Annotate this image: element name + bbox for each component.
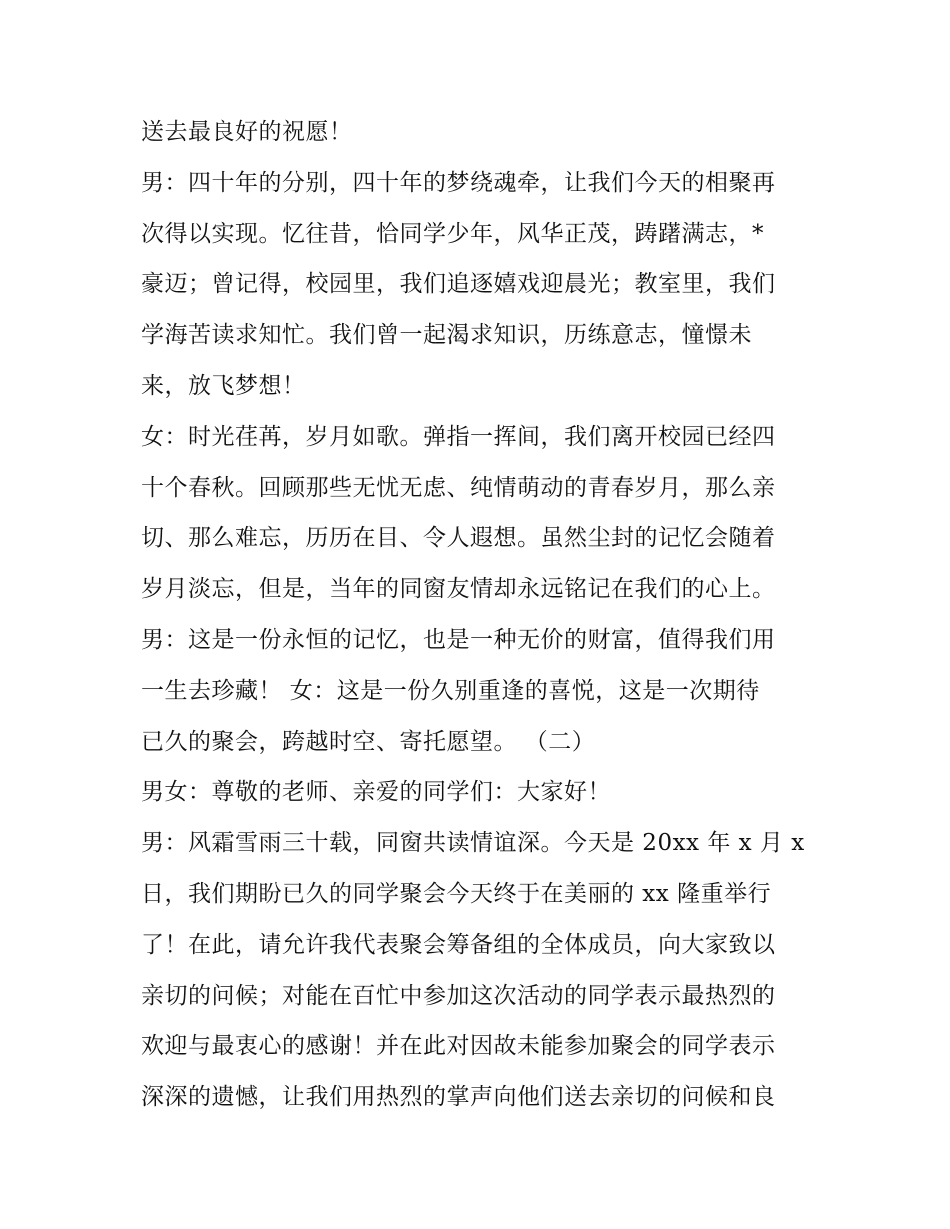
- text-line: 送去最良好的祝愿！: [141, 119, 353, 145]
- text-line: 亲切的问候；对能在百忙中参加这次活动的同学表示最热烈的: [141, 982, 776, 1009]
- text-line: 男女：尊敬的老师、亲爱的同学们：大家好！: [141, 779, 611, 806]
- text-line: 已久的聚会，跨越时空、寄托愿望。 （二）: [141, 728, 596, 755]
- text-line: 切、那么难忘，历历在目、令人遐想。虽然尘封的记忆会随着: [141, 525, 776, 552]
- text-line: 一生去珍藏！ 女：这是一份久别重逢的喜悦，这是一次期待: [141, 677, 760, 704]
- text-line: 男：四十年的分别，四十年的梦绕魂牵，让我们今天的相聚再: [141, 169, 776, 196]
- text-line: 十个春秋。回顾那些无忧无虑、纯情萌动的青春岁月，那么亲: [141, 474, 776, 501]
- text-line: 豪迈；曾记得，校园里，我们追逐嬉戏迎晨光；教室里，我们: [141, 271, 776, 298]
- text-line: 男：风霜雪雨三十载，同窗共读情谊深。今天是 20xx 年 x 月 x: [141, 830, 805, 857]
- text-line: 深深的遗憾，让我们用热烈的掌声向他们送去亲切的问候和良: [141, 1084, 776, 1111]
- text-line: 男：这是一份永恒的记忆，也是一种无价的财富，值得我们用: [141, 626, 776, 653]
- text-line: 了！在此，请允许我代表聚会筹备组的全体成员，向大家致以: [141, 931, 776, 958]
- document-body: [141, 107, 821, 1123]
- text-line: 欢迎与最衷心的感谢！并在此对因故未能参加聚会的同学表示: [141, 1033, 776, 1060]
- text-line: 日，我们期盼已久的同学聚会今天终于在美丽的 xx 隆重举行: [141, 880, 772, 907]
- text-line: 岁月淡忘，但是，当年的同窗友情却永远铭记在我们的心上。: [141, 576, 776, 603]
- text-line: 次得以实现。忆往昔，恰同学少年，风华正茂，踌躇满志，*: [141, 220, 764, 247]
- text-line: 来，放飞梦想！: [141, 372, 306, 399]
- text-line: 女：时光荏苒，岁月如歌。弹指一挥间，我们离开校园已经四: [141, 423, 776, 450]
- text-line: 学海苦读求知忙。我们曾一起渴求知识，历练意志，憧憬未: [141, 322, 752, 349]
